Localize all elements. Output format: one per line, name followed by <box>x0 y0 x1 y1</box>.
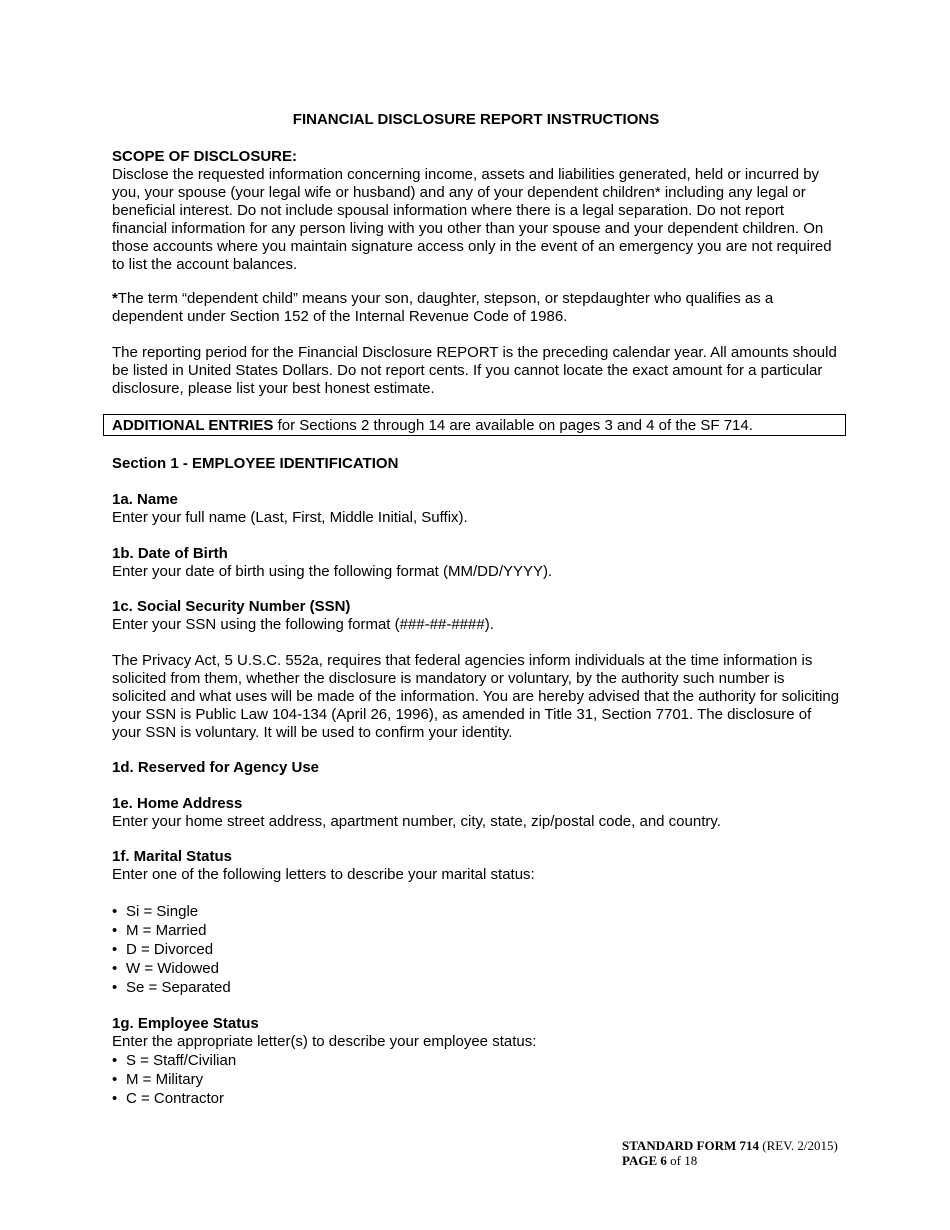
section-1g-heading: 1g. Employee Status <box>112 1015 259 1032</box>
additional-entries-text: for Sections 2 through 14 are available on pages 3 and 4 of the SF 714. <box>273 417 753 434</box>
list-item: • C = Contractor <box>112 1089 840 1108</box>
list-item: • M = Married <box>112 921 840 940</box>
section-1b <box>112 545 840 581</box>
section-1c-heading: 1c. Social Security Number (SSN) <box>112 598 351 615</box>
list-item: • Se = Separated <box>112 978 840 997</box>
section-1e-text: Enter your home street address, apartment number, city, state, zip/postal code, and country. <box>112 813 721 830</box>
list-item: • S = Staff/Civilian <box>112 1051 840 1070</box>
scope-section <box>112 148 840 274</box>
page-total: of 18 <box>666 1153 698 1168</box>
section-1d-heading: 1d. Reserved for Agency Use <box>112 759 320 776</box>
list-item: • M = Military <box>112 1070 840 1089</box>
page-title: FINANCIAL DISCLOSURE REPORT INSTRUCTIONS <box>292 111 660 128</box>
section-1a-heading: 1a. Name <box>112 491 178 508</box>
reporting-period <box>112 344 840 398</box>
section-1a-text: Enter your full name (Last, First, Middle Initial, Suffix). <box>112 509 468 526</box>
dependent-note-star: * <box>112 290 118 307</box>
dependent-note <box>112 290 840 326</box>
section-1d <box>112 759 840 777</box>
section-1e-heading: 1e. Home Address <box>112 795 243 812</box>
section-1b-heading: 1b. Date of Birth <box>112 545 228 562</box>
dependent-note-text: The term “dependent child” means your son, daughter, stepson, or stepdaughter who qualifies as a dependent under Section 152 of the Internal Revenue Code of 1986. <box>112 290 774 325</box>
section-1f-heading: 1f. Marital Status <box>112 848 233 865</box>
section-1c-text: Enter your SSN using the following format (###-##-####). <box>112 616 494 633</box>
form-revision: (REV. 2/2015) <box>758 1138 838 1153</box>
list-item: • W = Widowed <box>112 959 840 978</box>
section-1c <box>112 598 840 634</box>
page-footer <box>622 1138 838 1168</box>
section-1a <box>112 491 840 527</box>
scope-heading: SCOPE OF DISCLOSURE: <box>112 148 298 165</box>
section-1g-text: Enter the appropriate letter(s) to describe your employee status: <box>112 1033 537 1050</box>
section1-heading-block <box>112 455 840 473</box>
employee-status-list <box>112 1051 840 1108</box>
section-1f <box>112 848 840 997</box>
page-number: PAGE 6 <box>622 1153 667 1168</box>
list-item: • D = Divorced <box>112 940 840 959</box>
marital-status-list <box>112 902 840 997</box>
section1-heading: Section 1 - EMPLOYEE IDENTIFICATION <box>112 455 399 472</box>
privacy-act <box>112 652 840 742</box>
reporting-period-text: The reporting period for the Financial Disclosure REPORT is the preceding calendar year. All amounts should be listed in United States Dollars. Do not report cents. If you cannot locate the exact amount for a particular disclosure, please list your best honest estimate. <box>112 344 837 397</box>
scope-body: Disclose the requested information concerning income, assets and liabilities generated, held or incurred by you, your spouse (your legal wife or husband) and any of your dependent children* including any legal or beneficial interest. Do not include spousal information where there is a legal separation. Do not report financial information for any person living with you other than your spouse and your dependent children. On those accounts where you maintain signature access only in the event of an emergency you are not required to list the account balances. <box>112 166 832 273</box>
additional-entries-bold: ADDITIONAL ENTRIES <box>112 417 274 434</box>
section-1e <box>112 795 840 831</box>
privacy-act-text: The Privacy Act, 5 U.S.C. 552a, requires that federal agencies inform individuals at the time information is solicited from them, whether the disclosure is mandatory or voluntary, by the authority such number is solicited and what uses will be made of the information. You are hereby advised that the authority for soliciting your SSN is Public Law 104-134 (April 26, 1996), as amended in Title 31, Section 7701. The disclosure of your SSN is voluntary. It will be used to confirm your identity. <box>112 652 840 741</box>
additional-entries-box <box>103 414 846 436</box>
list-item: • Si = Single <box>112 902 840 921</box>
section-1g <box>112 1015 840 1108</box>
section-1b-text: Enter your date of birth using the following format (MM/DD/YYYY). <box>112 563 553 580</box>
section-1f-text: Enter one of the following letters to describe your marital status: <box>112 866 535 883</box>
form-name: STANDARD FORM 714 <box>622 1138 759 1153</box>
